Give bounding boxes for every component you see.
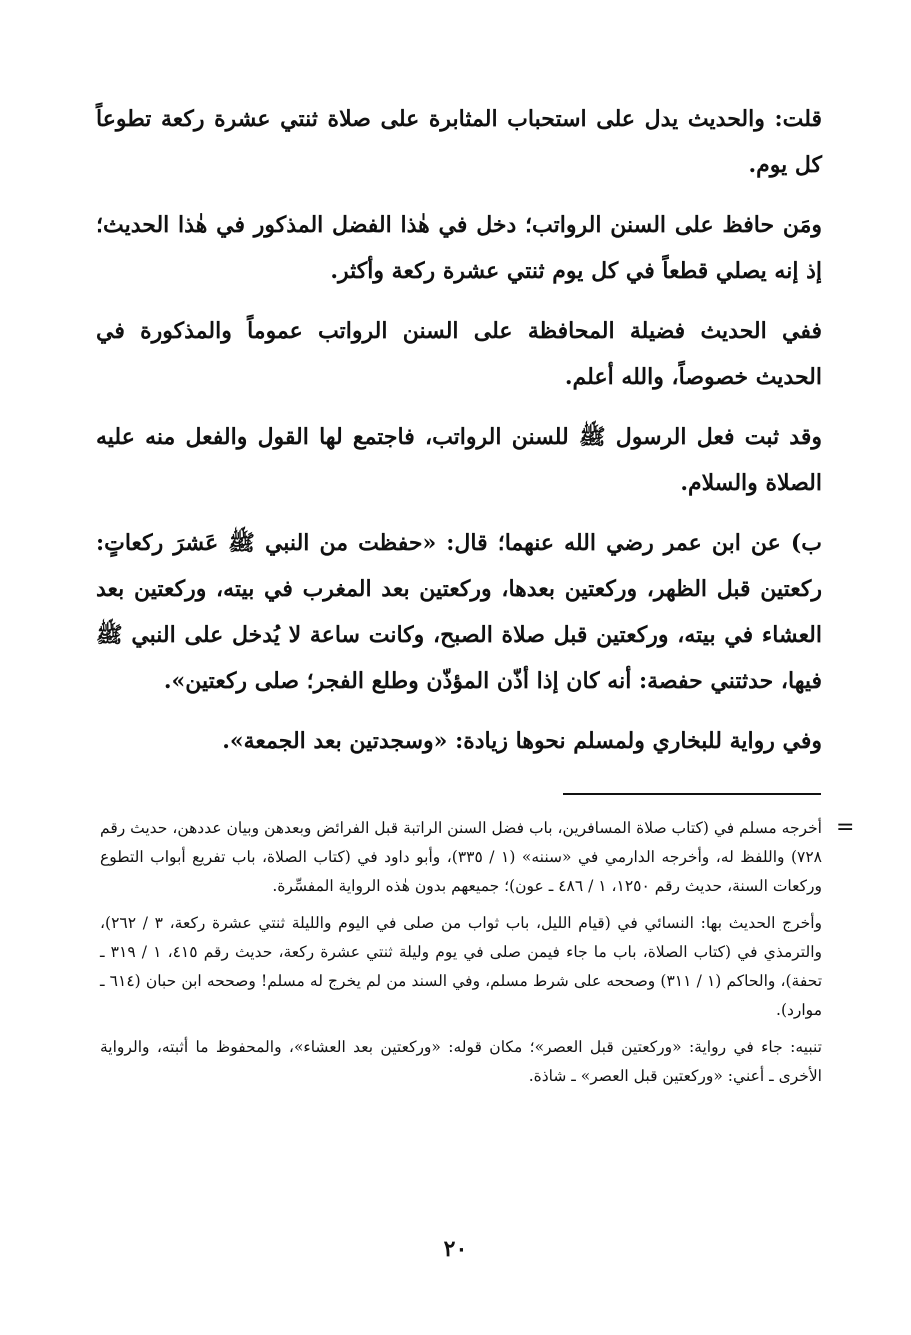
paragraph: ففي الحديث فضيلة المحافظة على السنن الرواتب عموماً والمذكورة في الحديث خصوصاً، والله أعلم. [96,318,822,390]
paragraph: وقد ثبت فعل الرسول ﷺ للسنن الرواتب، فاجتمع لها القول والفعل منه عليه الصلاة والسلام. [96,424,822,496]
paragraph: ومَن حافظ على السنن الرواتب؛ دخل في هٰذا الفضل المذكور في هٰذا الحديث؛ إذ إنه يصلي قطعاً في كل يوم ثنتي عشرة ركعة وأكثر. [96,212,822,284]
paragraph: ب) عن ابن عمر رضي الله عنهما؛ قال: «حفظت من النبي ﷺ عَشرَ ركعاتٍ: ركعتين قبل الظهر، وركعتين بعدها، وركعتين بعد المغرب في بيته، وركعتين بعد العشاء في بيته، وركعتين قبل صلاة الصبح، وكانت ساعة لا يُدخل على النبي ﷺ فيها، حدثتني حفصة: أنه كان إذا أذّن المؤذّن وطلع الفجر؛ صلى ركعتين». [96,530,822,694]
footnote-paragraph: تنبيه: جاء في رواية: «وركعتين قبل العصر»؛ مكان قوله: «وركعتين بعد العشاء»، والمحفوظ ما أثبته، والرواية الأخرى ـ أعني: «وركعتين قبل العصر» ـ شاذة. [100,1038,822,1085]
main-text [96,96,822,764]
paragraph: وفي رواية للبخاري ولمسلم نحوها زيادة: «وسجدتين بعد الجمعة». [222,728,822,754]
page-number: ٢٠ [443,1236,468,1262]
footnotes [100,814,822,1099]
footnote-paragraph: أخرجه مسلم في (كتاب صلاة المسافرين، باب فضل السنن الراتبة قبل الفرائض وبعدهن وبيان عددهن، حديث رقم ٧٢٨) واللفظ له، وأخرجه الدارمي في «سننه» (١ / ٣٣٥)، وأبو داود في (كتاب الصلاة، باب تفريع أبواب التطوع وركعات السنة، حديث رقم ١٢٥٠، ١ / ٤٨٦ ـ عون)؛ جميعهم بدون هٰذه الرواية المفسِّرة. [100,819,823,895]
paragraph: قلت: والحديث يدل على استحباب المثابرة على صلاة ثنتي عشرة ركعة تطوعاً كل يوم. [96,106,822,178]
footnote-continuation-mark: = [836,815,855,840]
footnote-separator [563,793,821,795]
footnote-paragraph: وأخرج الحديث بها: النسائي في (قيام الليل، باب ثواب من صلى في اليوم والليلة ثنتي عشرة ركعة، ٣ / ٢٦٢)، والترمذي في (كتاب الصلاة، باب ما جاء فيمن صلى في يوم وليلة ثنتي عشرة ركعة، حديث رقم ٤١٥، ١ / ٣١٩ ـ تحفة)، والحاكم (١ / ٣١١) وصححه على شرط مسلم، وفي السند من لم يخرج له مسلم! وصححه ابن حبان (٦١٤ ـ موارد). [100,914,823,1019]
